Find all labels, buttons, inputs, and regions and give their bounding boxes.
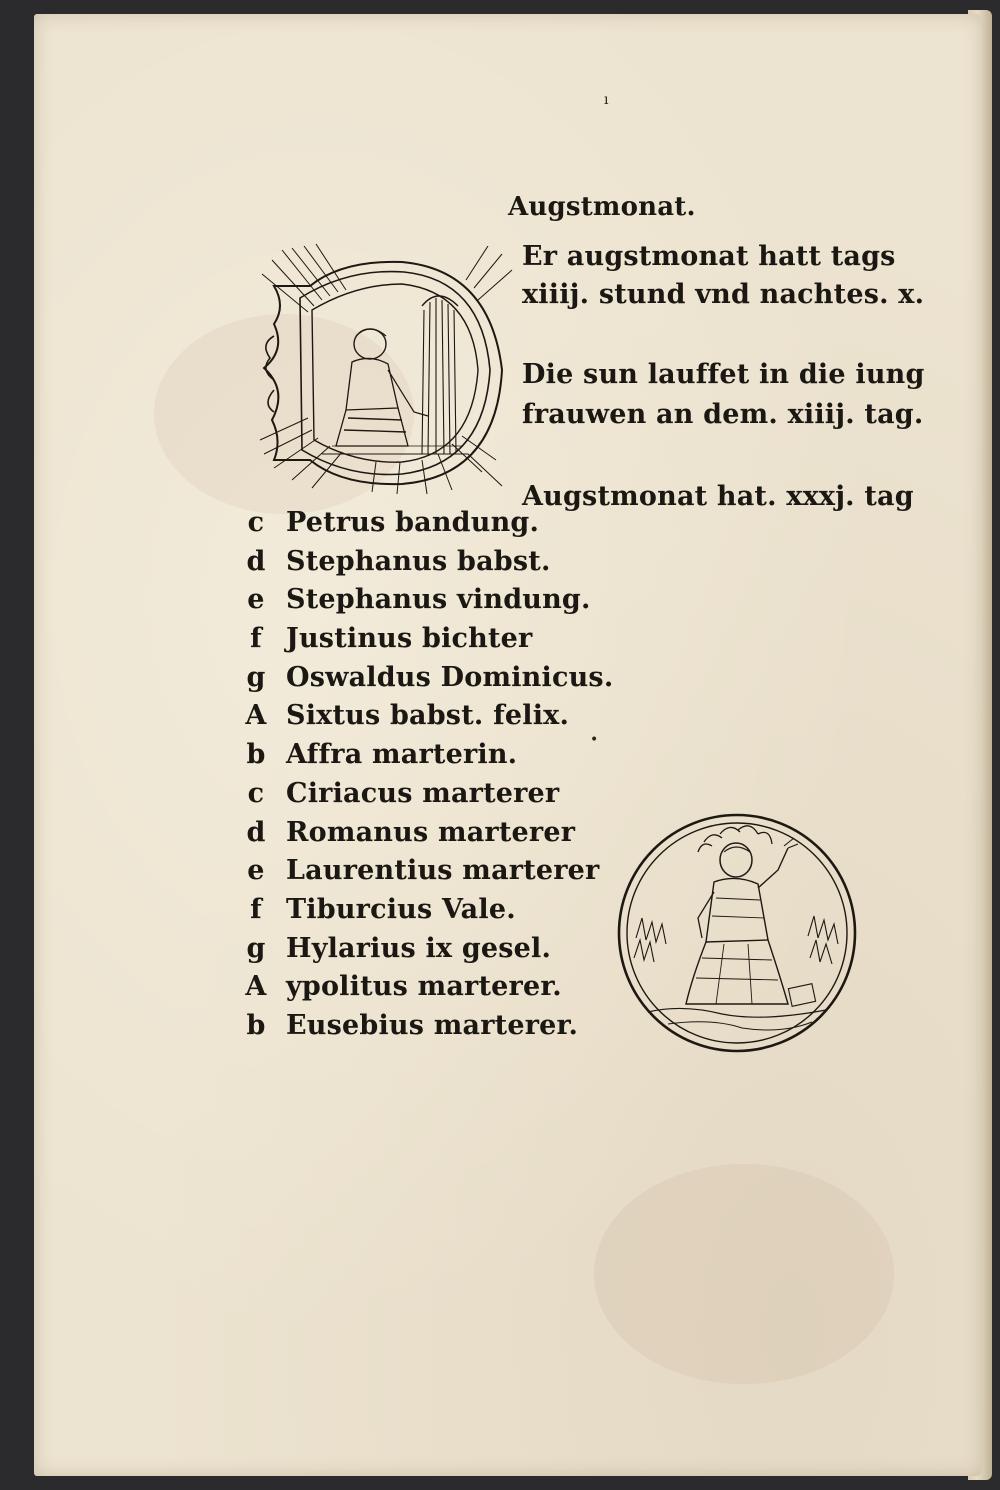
dominical-letter: e	[247, 855, 265, 887]
saint-name: ypolitus marterer.	[286, 971, 562, 1003]
stray-mark: •	[590, 732, 599, 748]
saint-name: Tiburcius Vale.	[286, 893, 516, 925]
calendar-row	[236, 506, 636, 545]
dominical-letter: e	[247, 584, 265, 616]
sun-line-2: frauwen an dem. xiiij. tag.	[522, 399, 924, 430]
calendar-row	[236, 699, 636, 738]
calendar-row	[236, 583, 636, 622]
dominical-letter: A	[245, 971, 267, 1003]
saint-name: Romanus marterer	[286, 816, 576, 848]
stray-mark: ı	[604, 92, 609, 108]
dominical-letter: c	[247, 777, 265, 809]
saint-name: Laurentius marterer	[286, 855, 600, 887]
days-count-line: Augstmonat hat. xxxj. tag	[522, 481, 914, 512]
calendar-row	[236, 854, 636, 893]
woodcut-initial-harvester-icon	[252, 240, 520, 498]
dominical-letter: g	[246, 932, 266, 964]
dominical-letter: A	[245, 700, 267, 732]
dominical-letter: b	[246, 1009, 266, 1041]
paper-stain	[594, 1164, 894, 1384]
dominical-letter: c	[247, 507, 265, 538]
saints-calendar	[236, 506, 636, 1048]
dominical-letter: f	[250, 893, 262, 925]
calendar-row	[236, 545, 636, 584]
calendar-row	[236, 932, 636, 971]
woodcut-medallion-figure-icon	[612, 808, 862, 1058]
saint-name: Petrus bandung.	[286, 507, 540, 538]
calendar-row	[236, 738, 636, 777]
calendar-row	[236, 970, 636, 1009]
dominical-letter: f	[250, 623, 262, 655]
saint-name: Eusebius marterer.	[286, 1009, 579, 1041]
calendar-row	[236, 1009, 636, 1048]
dominical-letter: d	[246, 545, 266, 577]
calendar-row	[236, 777, 636, 816]
month-title: Augstmonat.	[508, 192, 696, 222]
saint-name: Oswaldus Dominicus.	[286, 661, 614, 693]
calendar-row	[236, 622, 636, 661]
saint-name: Ciriacus marterer	[286, 777, 560, 809]
calendar-row	[236, 816, 636, 855]
sun-line-1: Die sun lauffet in die iung	[522, 359, 925, 390]
dominical-letter: d	[246, 816, 266, 848]
saint-name: Stephanus babst.	[286, 545, 551, 577]
saint-name: Sixtus babst. felix.	[286, 700, 570, 732]
dominical-letter: g	[246, 661, 266, 693]
saint-name: Hylarius ix gesel.	[286, 932, 552, 964]
intro-line-1: Er augstmonat hatt tags	[522, 241, 896, 272]
saint-name: Affra marterin.	[286, 739, 518, 771]
saint-name: Justinus bichter	[286, 623, 533, 655]
dominical-letter: b	[246, 739, 266, 771]
saint-name: Stephanus vindung.	[286, 584, 591, 616]
calendar-row	[236, 661, 636, 700]
intro-line-2: xiiij. stund vnd nachtes. x.	[522, 279, 925, 310]
calendar-row	[236, 893, 636, 932]
